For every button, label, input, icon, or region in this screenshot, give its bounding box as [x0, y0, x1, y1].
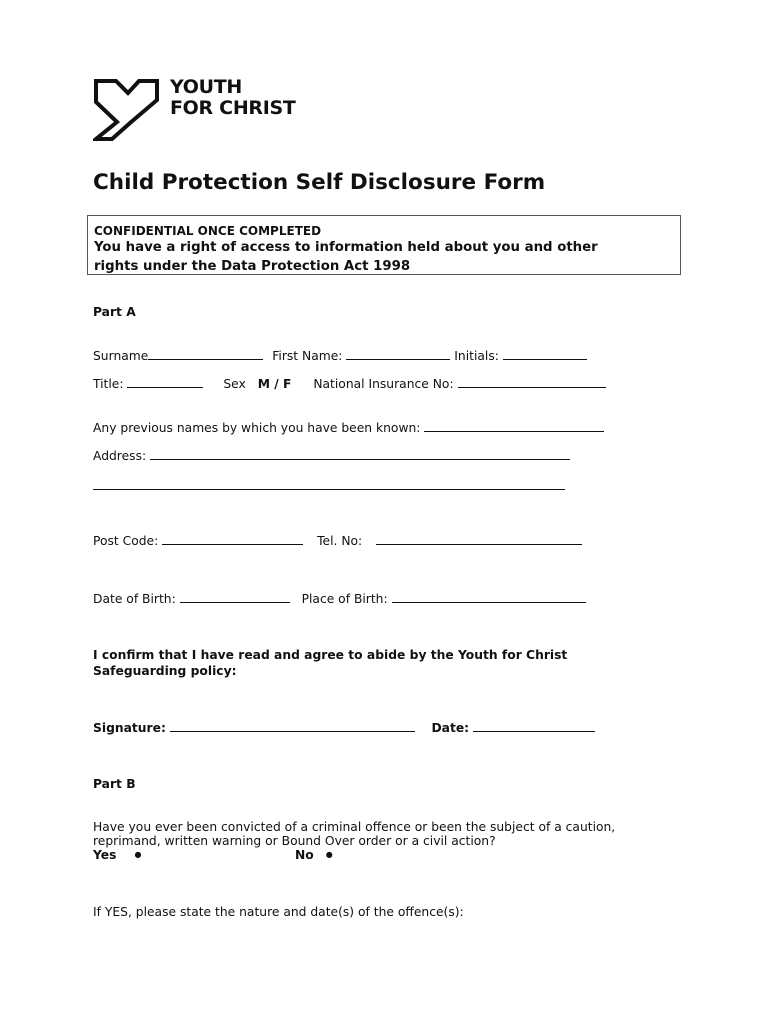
signature-label: Signature: [93, 721, 166, 735]
confirmation-statement [93, 647, 567, 679]
offence-details-label: If YES, please state the nature and date(s) of the offence(s): [93, 905, 464, 919]
title-label: Title: [93, 377, 124, 391]
dob-field[interactable] [180, 591, 290, 603]
sex-options[interactable]: M / F [257, 377, 292, 391]
first-name-field[interactable] [346, 348, 450, 360]
data-protection-notice [94, 238, 598, 276]
logo-line-1: YOUTH [170, 76, 243, 98]
yes-label: Yes [93, 848, 117, 862]
title-sex-row [93, 376, 606, 391]
address-label: Address: [93, 449, 147, 463]
no-option[interactable] [295, 848, 333, 862]
signature-row [93, 720, 595, 735]
previous-names-row [93, 420, 604, 435]
conviction-question-line-1: Have you ever been convicted of a criminal offence or been the subject of a caution, [93, 820, 616, 834]
page-title: Child Protection Self Disclosure Form [93, 170, 546, 195]
previous-names-field[interactable] [424, 420, 604, 432]
date-label: Date: [431, 721, 470, 735]
ni-label: National Insurance No: [313, 377, 454, 391]
data-protection-line-1: You have a right of access to information held about you and other [94, 240, 598, 255]
address-field-line-2[interactable] [93, 489, 565, 490]
surname-field[interactable] [148, 348, 263, 360]
post-code-label: Post Code: [93, 534, 159, 548]
logo-wordmark [170, 77, 296, 119]
yes-bullet-icon[interactable]: ● [134, 850, 142, 859]
name-row [93, 348, 587, 363]
conviction-question [93, 820, 615, 848]
tel-field[interactable] [376, 533, 582, 545]
confirmation-line-2: Safeguarding policy: [93, 664, 237, 678]
birth-row [93, 591, 586, 606]
part-a-heading: Part A [93, 305, 136, 319]
ni-field[interactable] [458, 376, 606, 388]
first-name-label: First Name: [272, 349, 343, 363]
address-row [93, 448, 570, 463]
date-field[interactable] [473, 720, 595, 732]
no-bullet-icon[interactable]: ● [325, 850, 333, 859]
postcode-tel-row [93, 533, 582, 548]
pob-field[interactable] [392, 591, 586, 603]
dob-label: Date of Birth: [93, 592, 176, 606]
previous-names-label: Any previous names by which you have been known: [93, 421, 421, 435]
yes-option[interactable] [93, 848, 141, 862]
sex-label: Sex [223, 377, 246, 391]
confirmation-line-1: I confirm that I have read and agree to abide by the Youth for Christ [93, 648, 568, 662]
conviction-question-line-2: reprimand, written warning or Bound Over order or a civil action? [93, 834, 496, 848]
logo-line-2: FOR CHRIST [170, 97, 296, 119]
initials-field[interactable] [503, 348, 587, 360]
part-b-heading: Part B [93, 777, 136, 791]
youth-for-christ-logo-icon [93, 78, 161, 142]
post-code-field[interactable] [162, 533, 303, 545]
confidential-notice-box [87, 215, 681, 275]
initials-label: Initials: [454, 349, 499, 363]
title-field[interactable] [127, 376, 203, 388]
pob-label: Place of Birth: [301, 592, 388, 606]
no-label: No [295, 848, 314, 862]
surname-label: Surname [93, 349, 149, 363]
confidential-heading: CONFIDENTIAL ONCE COMPLETED [94, 224, 322, 238]
signature-field[interactable] [170, 720, 415, 732]
data-protection-line-2: rights under the Data Protection Act 1998 [94, 259, 411, 274]
address-field-line-1[interactable] [150, 448, 570, 460]
tel-label: Tel. No: [317, 534, 363, 548]
